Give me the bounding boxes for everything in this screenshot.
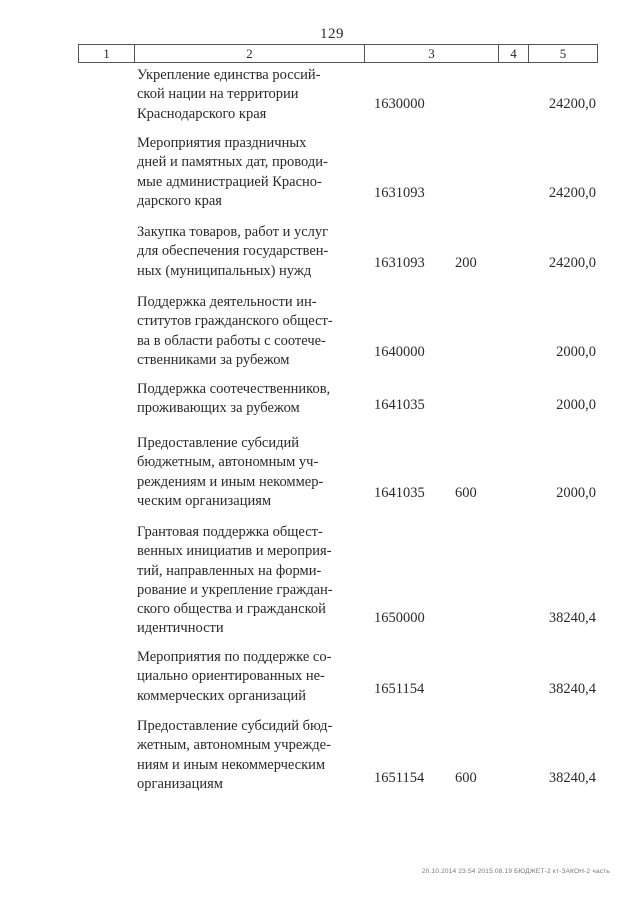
row-description: Мероприятия праздничных дней и памятных дат, проводи- мые администрацией Красно- дарского края — [137, 135, 328, 209]
row-code: 1640000 — [374, 344, 425, 360]
row-amount: 2000,0 — [556, 397, 596, 413]
row-description: Поддержка соотечественников, проживающих за рубежом — [137, 381, 331, 417]
header-col-4: 4 — [498, 45, 528, 62]
row-code: 1630000 — [374, 96, 425, 112]
row-amount: 24200,0 — [548, 96, 596, 112]
row-amount: 2000,0 — [556, 344, 596, 360]
header-col-2: 2 — [134, 45, 364, 62]
header-col-5: 5 — [528, 45, 598, 62]
page-number: 129 — [320, 26, 344, 42]
footer-file-path: 20.10.2014 23:54 2015.08.19 БЮДЖЕТ-2 кт-ЗАКОН-2 часть — [421, 868, 610, 875]
row-description: Предоставление субсидий бюджетным, автономным уч- реждениям и иным некоммер- ческим организациям — [137, 435, 324, 509]
row-code: 1631093 — [374, 255, 425, 271]
row-amount: 24200,0 — [548, 255, 596, 271]
row-amount: 24200,0 — [548, 185, 596, 201]
row-description: Закупка товаров, работ и услуг для обеспечения государствен- ных (муниципальных) нужд — [137, 224, 329, 279]
row-code: 1651154 — [374, 681, 425, 697]
row-description: Мероприятия по поддержке со- циально ориентированных не- коммерческих организаций — [137, 649, 332, 704]
row-amount: 38240,4 — [548, 770, 596, 786]
row-description: Поддержка деятельности ин- ститутов гражданского общест- ва в области работы с соотече- ственниками за рубежом — [137, 294, 333, 368]
row-code: 1651154 — [374, 770, 425, 786]
row-code: 1641035 — [374, 485, 425, 501]
row-amount: 2000,0 — [556, 485, 596, 501]
row-code: 1631093 — [374, 185, 425, 201]
row-description: Предоставление субсидий бюд- жетным, автономным учрежде- ниям и иным некоммерческим организациям — [137, 718, 333, 792]
row-type: 600 — [455, 770, 477, 786]
row-description: Укрепление единства россий- ской нации на территории Краснодарского края — [137, 67, 321, 122]
table-header — [78, 44, 598, 63]
row-description: Грантовая поддержка общест- венных инициатив и мероприя- тий, направленных на форми- рование и укрепление граждан- ского общества и гражданской идентичности — [137, 524, 333, 637]
header-col-3: 3 — [364, 45, 498, 62]
header-col-1: 1 — [78, 45, 134, 62]
row-amount: 38240,4 — [548, 610, 596, 626]
row-type: 600 — [455, 485, 477, 501]
row-amount: 38240,4 — [548, 681, 596, 697]
row-type: 200 — [455, 255, 477, 271]
row-code: 1641035 — [374, 397, 425, 413]
row-code: 1650000 — [374, 610, 425, 626]
